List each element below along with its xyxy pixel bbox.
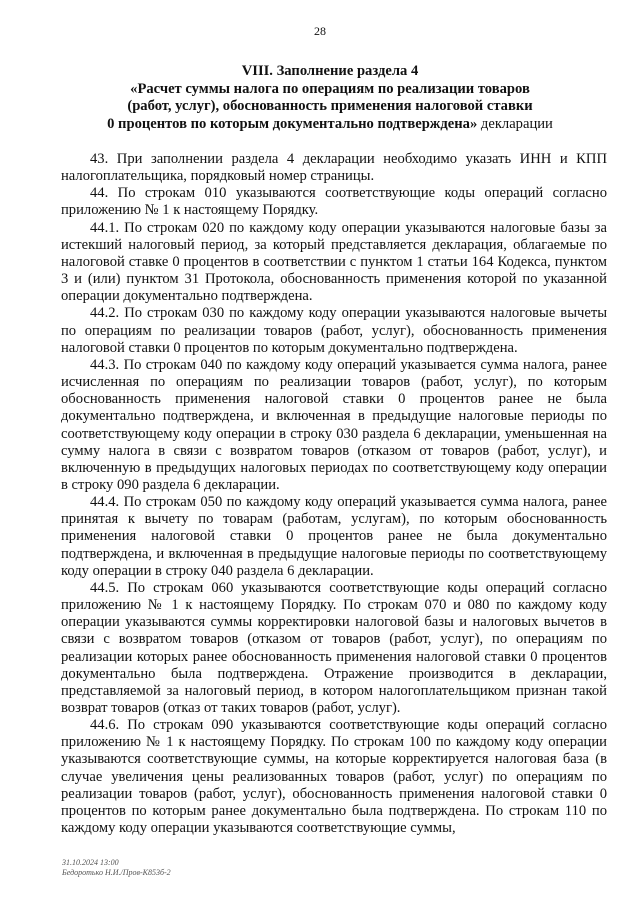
heading-line-4-bold: 0 процентов по которым документально подтверждена» [107,115,478,132]
heading-line-4-normal: декларации [477,115,553,132]
section-heading [60,63,600,133]
heading-line-2: «Расчет суммы налога по операциям по реализации товаров [130,80,530,97]
paragraph-44-6: 44.6. По строкам 090 указываются соответствующие коды операций согласно приложению № 1 к настоящему Порядку. По строкам 100 по каждому коду операции указываются соответствующие суммы, на которые корректируется налоговая база (в случае увеличения цены реализованных товаров (работ, услуг) по операциям по реализации товаров (работ, услуг), обоснованность применения налоговой ставки 0 процентов по которым ранее документально была подтверждена. По строкам 110 по каждому коду операции указываются соответствующие суммы, [61,717,607,837]
paragraph-44-3: 44.3. По строкам 040 по каждому коду операций указывается сумма налога, ранее исчисленная по операциям по реализации товаров (работ, услуг), по которым обоснованность применения налоговой ставки 0 процентов ранее не была документально подтверждена, и включенная в предыдущие налоговые периоды по соответствующему коду операции в строку 030 раздела 6 декларации, уменьшенная на сумму налога в связи с возвратом товаров (отказом от товаров (работ, услуг), и включенную в предыдущих налоговых периодах по соответствующему коду операции в строку 090 раздела 6 декларации. [61,356,607,493]
footer-stamp [62,858,171,878]
page-number: 28 [314,24,326,38]
paragraph-44-5: 44.5. По строкам 060 указываются соответствующие коды операций согласно приложению № 1 к настоящему Порядку. По строкам 070 и 080 по каждому коду операции указываются суммы корректировки налоговой базы и налоговых вычетов в связи с возвратом товаров (отказом от товаров (работ, услуг), по операциям по реализации которых ранее обоснованность применения налоговой ставки 0 процентов документально была подтверждена. Отражение производится в декларации, представляемой за налоговый период, в котором налогоплательщиком признан такой возврат товаров (отказ от таких товаров (работ, услуг). [61,579,607,716]
document-body [61,151,607,837]
footer-author: Бедоротько Н.И./Пров-К853б-2 [62,868,171,877]
paragraph-43: 43. При заполнении раздела 4 декларации необходимо указать ИНН и КПП налогоплательщика, порядковый номер страницы. [61,151,607,185]
paragraph-44: 44. По строкам 010 указываются соответствующие коды операций согласно приложению № 1 к настоящему Порядку. [61,185,607,219]
paragraph-44-2: 44.2. По строкам 030 по каждому коду операции указываются налоговые вычеты по операциям по реализации товаров (работ, услуг), обоснованность применения налоговой ставки 0 процентов по которым документально подтверждена. [61,305,607,356]
heading-line-4 [60,116,600,134]
paragraph-44-4: 44.4. По строкам 050 по каждому коду операций указывается сумма налога, ранее принятая к вычету по товарам (работам, услугам), по которым обоснованность применения налоговой ставки 0 процентов ранее не была документально подтверждена, и включенная в предыдущие налоговые периоды по соответствующему коду операции в строку 040 раздела 6 декларации. [61,494,607,579]
paragraph-44-1: 44.1. По строкам 020 по каждому коду операции указываются налоговые базы за истекший налоговый период, за который представляется декларация, облагаемые по налоговой ставке 0 процентов в соответствии с пунктом 1 статьи 164 Кодекса, пунктом 3 и (или) пунктом 31 Протокола, обоснованность применения которой по указанной операции документально подтверждена. [61,219,607,305]
footer-date: 31.10.2024 13:00 [62,858,119,867]
heading-line-3: (работ, услуг), обоснованность применения налоговой ставки [127,98,533,114]
heading-line-1: VIII. Заполнение раздела 4 [241,63,419,79]
